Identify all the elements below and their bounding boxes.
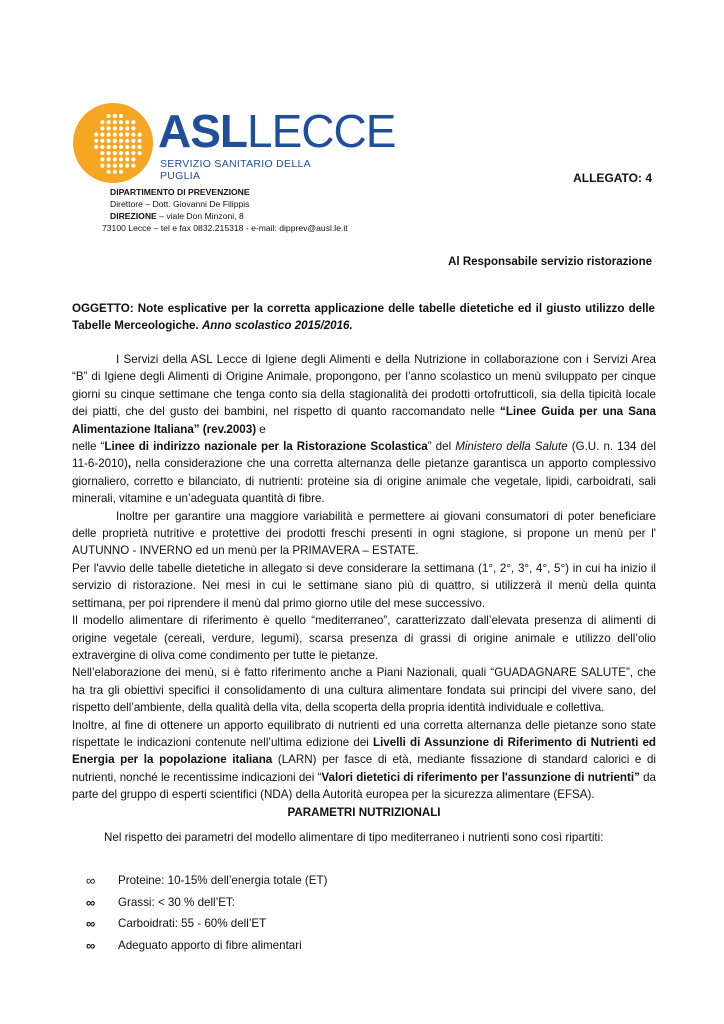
logo-subtitle: SERVIZIO SANITARIO DELLA PUGLIA [160,158,311,182]
asl-logo-icon [72,102,156,184]
subject-line: OGGETTO: Note esplicative per la corretta applicazione delle tabelle dietetiche ed il giusto utilizzo delle Tabelle Merceologiche. Anno scolastico 2015/2016. [72,302,655,332]
recipient-line: Al Responsabile servizio ristorazione [448,256,652,268]
list-item: ∞ Carboidrati: 55 - 60% dell’ET [86,913,656,935]
paragraph-7: Inoltre, al fine di ottenere un apporto equilibrato di nutrienti ed una corretta alternanza delle pietanze sono state rispettate le indicazioni contenute nell’ultima edizione dei Livelli di Assunzione di Riferimento di Nutrienti ed Energia per la popolazione italiana (LARN) per fasce di età, mediante fissazione di standard calorici e di nutrienti, nonché le recentissime indicazioni dei “Valori dietetici di riferimento per l'assunzione di nutrienti” da parte del gruppo di esperti scientifici (NDA) della Autorità europea per la sicurezza alimentare (EFSA). [72,718,656,802]
paragraph-2: nelle “Linee di indirizzo nazionale per la Ristorazione Scolastica” del Ministero della Salute (G.U. n. 134 del 11-6-2010), nella considerazione che una corretta alternanza delle pietanze garantisca un apporto complessivo giornaliero, corretto e bilanciato, di nutrienti: proteine sia di origine animale che vegetale, lipidi, carboidrati, sali minerali, vitamine e un’adeguata quantità di fibre. [72,440,657,506]
asl-lecce-logo [72,102,396,184]
paragraph-5: Il modello alimentare di riferimento è quello “mediterraneo”, caratterizzato dall’elevata presenza di alimenti di origine vegetale (cereali, verdure, legumi), scarsa presenza di grassi di origine animale e utilizzo dell’olio extravergine di oliva come condimento per tutte le pietanze. [72,614,656,662]
paragraph-4: Per l'avvio delle tabelle dietetiche in allegato si deve considerare la settimana (1°, 2°, 3°, 4°, 5°) in cui ha inizio il servizio di ristorazione. Nei mesi in cui le settimane siano più di quattro, si utilizzerà il menù della quinta settimana, per poi riprendere il menù dal primo giorno utile del mese successivo. [72,561,656,610]
paragraph-1: I Servizi della ASL Lecce di Igiene degli Alimenti e della Nutrizione in collaborazione con i Servizi Area “B” di Igiene degli Alimenti di Origine Animale, propongono, per l’anno scolastico un menù sviluppato per cinque giorni su cinque settimane che tenga conto sia della stagionalità dei prodotti ortofrutticoli, sia della tipicità locale dei piatti, che del gusto dei bambini, nel rispetto di quanto raccomandato nelle “Linee Guida per una Sana Alimentazione Italiana” (rev.2003) e [72,353,656,436]
list-item: ∞ Proteine: 10-15% dell’energia totale (ET) [86,870,656,892]
paragraph-3: Inoltre per garantire una maggiore variabilità e permettere ai giovani consumatori di poter beneficiare delle proprietà nutritive e protettive dei prodotti freschi presenti in ogni stagione, si propone un menù per l' AUTUNNO - INVERNO ed un menù per la PRIMAVERA – ESTATE. [72,509,656,558]
nutrient-params-list [86,870,656,956]
paragraph-6: Nell’elaborazione dei menù, si è fatto riferimento anche a Piani Nazionali, quali “GUADAGNARE SALUTE”, che ha tra gli obiettivi specifici il consolidamento di una cultura alimentare fondata sui principi del vivere sano, del rispetto dell’ambiente, della qualità della vita, della scoperta della propria identità individuale e collettiva. [72,666,656,715]
allegato-label: ALLEGATO: 4 [573,171,652,185]
department-name: DIPARTIMENTO DI PREVENZIONE [110,187,250,197]
department-contacts: 73100 Lecce – tel e fax 0832.215318 - e-mail: dipprev@ausl.le.it [102,223,348,233]
list-item: ∞ Grassi: < 30 % dell’ET: [86,892,656,914]
department-address: DIREZIONE – viale Don Minzoni, 8 [110,211,244,221]
document-body [72,351,656,956]
infinity-bullet-icon: ∞ [86,894,96,910]
params-intro: Nel rispetto dei parametri del modello alimentare di tipo mediterraneo i nutrienti sono così ripartiti: [104,830,604,844]
infinity-bullet-icon: ∞ [86,873,96,889]
section-title: PARAMETRI NUTRIZIONALI [287,805,441,819]
infinity-bullet-icon: ∞ [86,916,96,932]
logo-title: ASLLECCE [158,105,396,157]
department-director: Direttore – Dott. Giovanni De Filippis [110,199,250,209]
department-block [102,186,348,234]
list-item: ∞ Adeguato apporto di fibre alimentari [86,935,656,957]
infinity-bullet-icon: ∞ [86,937,96,953]
